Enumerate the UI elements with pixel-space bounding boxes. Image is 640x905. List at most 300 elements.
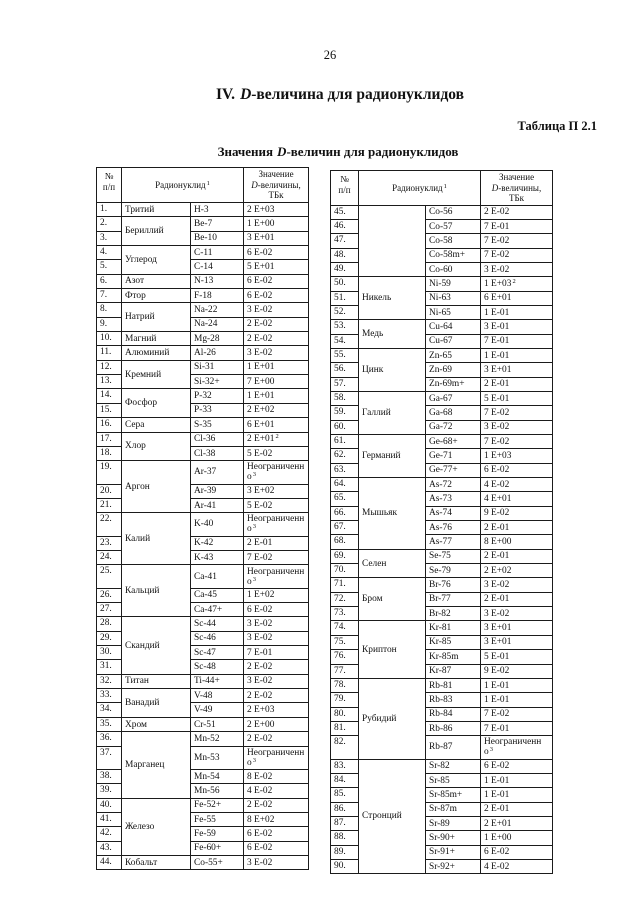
isotope: As-72	[426, 478, 481, 492]
row-number: 23.	[97, 536, 122, 550]
d-value: 7 E-02	[247, 552, 273, 563]
d-letter: D	[491, 182, 499, 193]
d-value: 3 E-02	[484, 264, 510, 275]
d-value-cell	[481, 478, 553, 492]
d-value: 1 E-01	[484, 350, 510, 361]
d-value: 2 E+00	[247, 719, 275, 730]
row-number: 15.	[97, 403, 122, 417]
d-value-cell	[244, 660, 309, 674]
isotope: Ca-45	[191, 588, 244, 602]
isotope: C-14	[191, 260, 244, 274]
table-body	[97, 203, 309, 870]
d-value: 8 E+02	[247, 814, 275, 825]
row-number: 5.	[97, 260, 122, 274]
d-value-cell	[481, 678, 553, 692]
element-name: Углерод	[122, 246, 191, 275]
table-row	[97, 346, 309, 360]
footnote-marker: 2	[275, 433, 279, 441]
element-name: Селен	[359, 549, 426, 578]
row-number: 62.	[331, 449, 359, 463]
table-head	[331, 171, 553, 206]
row-number: 20.	[97, 484, 122, 498]
d-value: 3 E+01	[247, 233, 275, 244]
table-row	[331, 621, 553, 635]
isotope: Ga-67	[426, 391, 481, 405]
d-value: 3 E+02	[247, 486, 275, 497]
header-row	[97, 168, 309, 203]
isotope: Br-77	[426, 592, 481, 606]
element-name: Хром	[122, 717, 191, 731]
d-value: 1 E+02	[247, 590, 275, 601]
d-value: 2 E-02	[247, 319, 273, 330]
d-value-cell	[244, 484, 309, 498]
d-value-cell	[481, 420, 553, 434]
isotope: Fe-60+	[191, 841, 244, 855]
isotope: Kr-81	[426, 621, 481, 635]
element-name: Натрий	[122, 303, 191, 332]
d-value-cell	[244, 732, 309, 746]
isotope: Sr-89	[426, 816, 481, 830]
row-number: 25.	[97, 565, 122, 588]
d-value-cell	[481, 406, 553, 420]
footnote-marker: 1	[443, 182, 447, 190]
d-value: 2 E-01	[484, 804, 510, 815]
isotope: V-48	[191, 689, 244, 703]
isotope: As-73	[426, 492, 481, 506]
table-row	[331, 478, 553, 492]
header-text	[247, 180, 305, 191]
d-value: Неограниченно	[247, 747, 305, 768]
table-body	[331, 205, 553, 874]
d-value-cell	[481, 635, 553, 649]
element-name: Хлор	[122, 432, 191, 461]
d-value: 1 E+01	[247, 362, 275, 373]
row-number: 63.	[331, 463, 359, 477]
d-value-cell	[481, 463, 553, 477]
d-value: Неограниченно	[484, 737, 542, 758]
isotope: Kr-85m	[426, 650, 481, 664]
table-row	[97, 389, 309, 403]
d-value: 7 E-02	[484, 436, 510, 447]
row-number: 3.	[97, 231, 122, 245]
table-row	[331, 277, 553, 291]
d-value-cell	[481, 391, 553, 405]
row-number: 84.	[331, 773, 359, 787]
row-number: 77.	[331, 664, 359, 678]
row-number: 29.	[97, 631, 122, 645]
row-number: 64.	[331, 478, 359, 492]
d-value: 3 E-02	[247, 676, 273, 687]
d-value-cell	[481, 736, 553, 759]
isotope: Ar-39	[191, 484, 244, 498]
isotope: V-49	[191, 703, 244, 717]
isotope: Ar-41	[191, 498, 244, 512]
d-value-cell	[244, 603, 309, 617]
row-number: 89.	[331, 845, 359, 859]
isotope: Ni-63	[426, 291, 481, 305]
d-value-cell	[244, 375, 309, 389]
d-value-cell	[481, 707, 553, 721]
d-value: 6 E-02	[247, 828, 273, 839]
d-value: 1 E-01	[484, 775, 510, 786]
row-number: 86.	[331, 802, 359, 816]
table-row	[97, 274, 309, 288]
isotope: Rb-84	[426, 707, 481, 721]
d-value-cell	[244, 403, 309, 417]
row-number: 49.	[331, 262, 359, 276]
row-number: 40.	[97, 798, 122, 812]
table-row	[97, 217, 309, 231]
table-row	[97, 565, 309, 588]
footnote-marker: 3	[252, 575, 256, 583]
row-number: 80.	[331, 707, 359, 721]
d-value: 1 E+01	[247, 391, 275, 402]
d-value: 5 E-01	[484, 651, 510, 662]
table-row	[331, 320, 553, 334]
d-value: 6 E-02	[484, 465, 510, 476]
isotope: As-77	[426, 535, 481, 549]
isotope: Kr-87	[426, 664, 481, 678]
d-value: 7 E-01	[484, 336, 510, 347]
d-value-cell	[244, 841, 309, 855]
element-name: Ванадий	[122, 689, 191, 718]
d-value-cell	[244, 588, 309, 602]
isotope: Sc-48	[191, 660, 244, 674]
isotope: Sr-90+	[426, 831, 481, 845]
d-value: 2 E+03	[247, 204, 275, 215]
row-number: 6.	[97, 274, 122, 288]
row-number: 32.	[97, 674, 122, 688]
row-number: 73.	[331, 607, 359, 621]
isotope: Co-58	[426, 234, 481, 248]
isotope: Fe-55	[191, 812, 244, 826]
table-row	[97, 513, 309, 536]
row-number: 44.	[97, 855, 122, 869]
element-name: Криптон	[359, 621, 426, 678]
row-number: 11.	[97, 346, 122, 360]
isotope: K-40	[191, 513, 244, 536]
d-value-cell	[244, 446, 309, 460]
row-number: 58.	[331, 391, 359, 405]
d-value: 8 E-02	[247, 771, 273, 782]
d-value-cell	[481, 377, 553, 391]
row-number: 54.	[331, 334, 359, 348]
row-number: 46.	[331, 219, 359, 233]
d-value: 2 E+01	[484, 818, 512, 829]
element-name: Бром	[359, 578, 426, 621]
isotope: Fe-52+	[191, 798, 244, 812]
row-number: 22.	[97, 513, 122, 536]
row-number: 47.	[331, 234, 359, 248]
isotope: Na-22	[191, 303, 244, 317]
isotope: Sc-44	[191, 617, 244, 631]
row-number: 18.	[97, 446, 122, 460]
d-value: 7 E-01	[484, 723, 510, 734]
row-number: 82.	[331, 736, 359, 759]
d-value: 5 E-02	[247, 500, 273, 511]
d-value: Неограниченно	[247, 514, 305, 535]
isotope: Co-60	[426, 262, 481, 276]
d-value-cell	[481, 320, 553, 334]
d-value: 5 E+01	[247, 262, 275, 273]
d-value: 1 E-01	[484, 680, 510, 691]
element-name: Скандий	[122, 617, 191, 674]
footnote-marker: 3	[252, 471, 256, 479]
d-value-cell	[481, 664, 553, 678]
row-number: 43.	[97, 841, 122, 855]
row-number: 16.	[97, 418, 122, 432]
d-value: 3 E-02	[484, 422, 510, 433]
row-number: 10.	[97, 332, 122, 346]
isotope: P-33	[191, 403, 244, 417]
isotope: Sc-47	[191, 646, 244, 660]
d-value: Неограниченно	[247, 462, 305, 483]
d-value-cell	[481, 549, 553, 563]
isotope: K-42	[191, 536, 244, 550]
caption-text-end: -величин для радионуклидов	[286, 144, 459, 159]
d-value-cell	[244, 389, 309, 403]
d-value-cell	[244, 812, 309, 826]
d-value: 7 E-02	[484, 250, 510, 261]
row-number: 74.	[331, 621, 359, 635]
d-value: 7 E-02	[484, 235, 510, 246]
row-number: 28.	[97, 617, 122, 631]
isotope: Kr-85	[426, 635, 481, 649]
row-number: 34.	[97, 703, 122, 717]
row-number: 7.	[97, 289, 122, 303]
d-value: 2 E-01	[484, 551, 510, 562]
table-row	[97, 732, 309, 746]
d-value-cell	[481, 860, 553, 874]
d-value-cell	[481, 521, 553, 535]
row-number: 59.	[331, 406, 359, 420]
d-value: 6 E+01	[484, 293, 512, 304]
footnote-marker: 3	[252, 523, 256, 531]
d-value-cell	[481, 305, 553, 319]
isotope: As-74	[426, 506, 481, 520]
d-value-cell	[481, 262, 553, 276]
d-value-cell	[481, 449, 553, 463]
element-name: Кремний	[122, 360, 191, 389]
isotope: Rb-86	[426, 721, 481, 735]
row-number: 69.	[331, 549, 359, 563]
row-number: 55.	[331, 348, 359, 362]
row-number: 48.	[331, 248, 359, 262]
row-number: 30.	[97, 646, 122, 660]
isotope: Mn-54	[191, 769, 244, 783]
footnote-marker: 3	[252, 756, 256, 764]
d-value: 2 E-01	[484, 379, 510, 390]
d-value: 7 E+00	[247, 376, 275, 387]
row-number: 61.	[331, 435, 359, 449]
row-number: 39.	[97, 784, 122, 798]
element-name: Алюминий	[122, 346, 191, 360]
element-name: Калий	[122, 513, 191, 565]
d-value-cell	[481, 773, 553, 787]
isotope: Ge-71	[426, 449, 481, 463]
d-value: 3 E-02	[247, 857, 273, 868]
row-number: 71.	[331, 578, 359, 592]
table-row	[97, 289, 309, 303]
isotope: Rb-83	[426, 693, 481, 707]
d-value: 2 E-02	[247, 800, 273, 811]
isotope: Al-26	[191, 346, 244, 360]
header-text: п/п	[338, 184, 351, 195]
isotope: Zn-65	[426, 348, 481, 362]
element-name: Рубидий	[359, 678, 426, 759]
radionuclide-table-left	[96, 167, 309, 870]
d-value: 2 E-01	[484, 522, 510, 533]
d-value-cell	[244, 332, 309, 346]
d-value: 7 E-01	[484, 221, 510, 232]
d-value: 7 E-02	[484, 407, 510, 418]
isotope: Cr-51	[191, 717, 244, 731]
table-row	[97, 432, 309, 446]
d-value: 2 E-02	[247, 690, 273, 701]
d-value-cell	[481, 845, 553, 859]
element-name: Титан	[122, 674, 191, 688]
d-value: 1 E-01	[484, 694, 510, 705]
isotope: Rb-87	[426, 736, 481, 759]
d-value-cell	[481, 334, 553, 348]
d-value-cell	[244, 432, 309, 446]
row-number: 81.	[331, 721, 359, 735]
isotope: C-11	[191, 246, 244, 260]
d-value-cell	[244, 717, 309, 731]
isotope: Sr-82	[426, 759, 481, 773]
header-text: -величины,	[498, 182, 542, 193]
d-value: 3 E-02	[247, 305, 273, 316]
d-value: 2 E-02	[247, 662, 273, 673]
d-value: 2 E-01	[247, 538, 273, 549]
d-value-cell	[481, 291, 553, 305]
d-value: 2 E+02	[247, 405, 275, 416]
row-number: 75.	[331, 635, 359, 649]
isotope: Mn-53	[191, 746, 244, 769]
row-number: 41.	[97, 812, 122, 826]
isotope: S-35	[191, 418, 244, 432]
d-value: 3 E+01	[484, 637, 512, 648]
isotope: Sr-92+	[426, 860, 481, 874]
d-value-cell	[244, 617, 309, 631]
table-row	[331, 549, 553, 563]
table-row	[97, 617, 309, 631]
row-number: 45.	[331, 205, 359, 219]
d-value: 2 E-02	[247, 733, 273, 744]
element-name: Стронций	[359, 759, 426, 874]
d-value: 6 E-02	[484, 761, 510, 772]
row-number: 24.	[97, 551, 122, 565]
isotope: Ca-41	[191, 565, 244, 588]
isotope: Ca-47+	[191, 603, 244, 617]
row-number: 19.	[97, 461, 122, 484]
d-value-cell	[244, 703, 309, 717]
d-value: 2 E+02	[484, 565, 512, 576]
column-header-radionuclide	[359, 171, 481, 206]
isotope: Cu-64	[426, 320, 481, 334]
d-value: 4 E-02	[247, 785, 273, 796]
element-name: Магний	[122, 332, 191, 346]
header-row	[331, 171, 553, 206]
isotope: Co-58m+	[426, 248, 481, 262]
isotope: Co-56	[426, 205, 481, 219]
table-row	[331, 391, 553, 405]
element-name: Германий	[359, 435, 426, 478]
d-value-cell	[244, 769, 309, 783]
header-text: Значение	[258, 169, 294, 180]
isotope: Mg-28	[191, 332, 244, 346]
d-value: 1 E+00	[247, 219, 275, 230]
d-value: 6 E-02	[247, 843, 273, 854]
d-value: 3 E+01	[484, 623, 512, 634]
column-header-number	[97, 168, 122, 203]
d-value-cell	[244, 274, 309, 288]
isotope: Sr-87m	[426, 802, 481, 816]
isotope: Co-57	[426, 219, 481, 233]
isotope: Cu-67	[426, 334, 481, 348]
table-row	[97, 332, 309, 346]
row-number: 42.	[97, 827, 122, 841]
element-name: Марганец	[122, 732, 191, 798]
row-number: 67.	[331, 521, 359, 535]
table-row	[97, 303, 309, 317]
row-number: 17.	[97, 432, 122, 446]
element-name: Железо	[122, 798, 191, 855]
element-name	[359, 205, 426, 277]
isotope: Zn-69	[426, 363, 481, 377]
header-text: №	[104, 171, 114, 181]
table-row	[97, 717, 309, 731]
isotope: Mn-52	[191, 732, 244, 746]
d-value-cell	[244, 260, 309, 274]
element-name: Фосфор	[122, 389, 191, 418]
radionuclide-table-right	[330, 170, 553, 874]
d-value-cell	[244, 674, 309, 688]
d-value-cell	[481, 802, 553, 816]
isotope: Sr-91+	[426, 845, 481, 859]
row-number: 68.	[331, 535, 359, 549]
d-value-cell	[244, 689, 309, 703]
d-value: Неограниченно	[247, 566, 305, 587]
d-value: 1 E-01	[484, 789, 510, 800]
d-value-cell	[244, 827, 309, 841]
d-value: 6 E-02	[247, 604, 273, 615]
isotope: Si-32+	[191, 375, 244, 389]
row-number: 27.	[97, 603, 122, 617]
caption-text-start: Значения	[217, 144, 274, 159]
header-text: №	[340, 174, 349, 184]
d-letter: D	[277, 144, 287, 159]
table-row	[97, 203, 309, 217]
d-value-cell	[244, 746, 309, 769]
d-value: 3 E-02	[484, 608, 510, 619]
isotope: Ni-59	[426, 277, 481, 291]
element-name: Кобальт	[122, 855, 191, 869]
d-letter: D	[240, 86, 252, 103]
row-number: 88.	[331, 831, 359, 845]
table-row	[97, 418, 309, 432]
row-number: 65.	[331, 492, 359, 506]
isotope: Na-24	[191, 317, 244, 331]
d-value: 6 E+01	[247, 419, 275, 430]
d-value-cell	[481, 348, 553, 362]
d-value: 6 E-02	[484, 847, 510, 858]
d-value: 3 E-02	[247, 348, 273, 359]
d-value: 4 E-02	[484, 479, 510, 490]
isotope: Co-55+	[191, 855, 244, 869]
d-value-cell	[481, 234, 553, 248]
isotope: Br-76	[426, 578, 481, 592]
